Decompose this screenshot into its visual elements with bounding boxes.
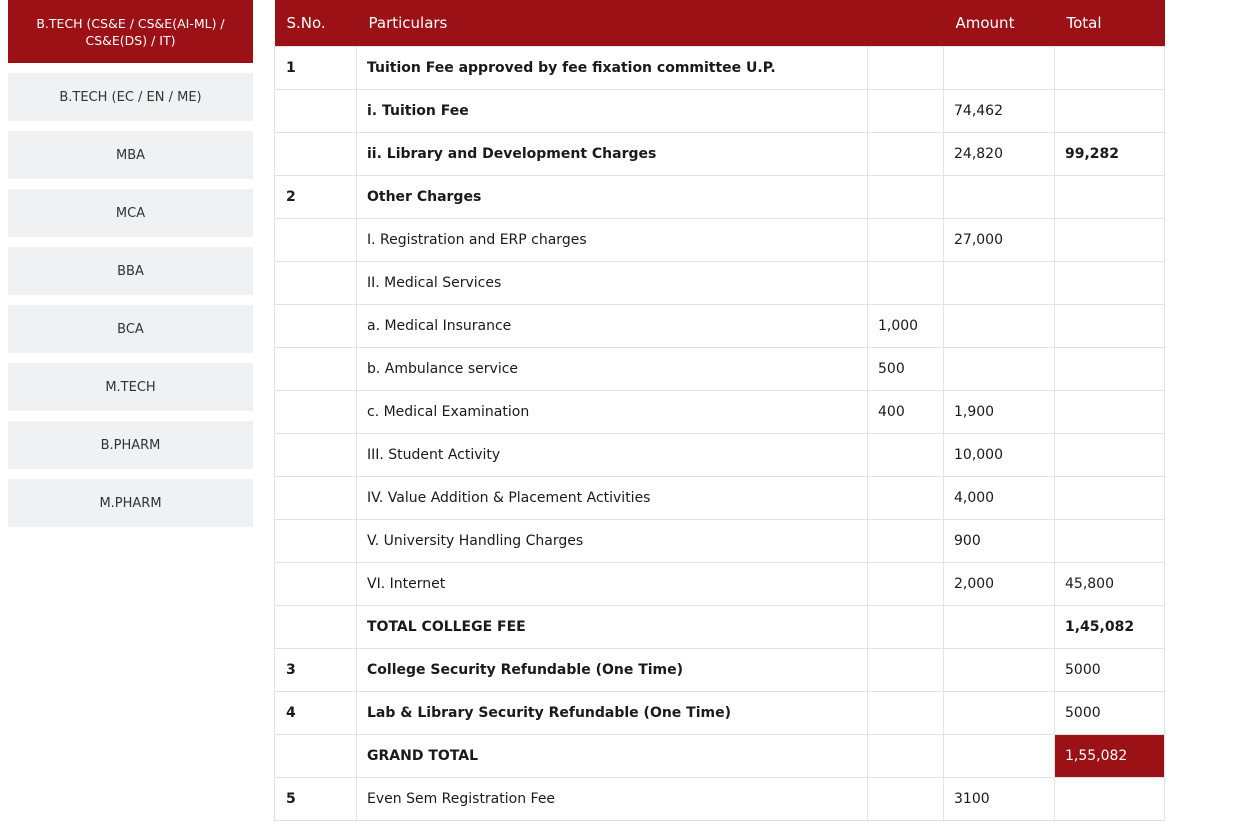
cell-amount: [944, 648, 1055, 691]
cell-amount: [944, 46, 1055, 89]
cell-total: 5000: [1055, 648, 1165, 691]
cell-total: [1055, 433, 1165, 476]
cell-sub: 400: [868, 390, 944, 433]
cell-sub: [868, 734, 944, 777]
header-total: Total: [1055, 0, 1165, 46]
cell-total: 1,55,082: [1055, 734, 1165, 777]
cell-particulars: Tuition Fee approved by fee fixation committee U.P.: [357, 46, 868, 89]
table-row: [275, 648, 1165, 691]
tab-bba[interactable]: BBA: [8, 247, 253, 295]
tab-bpharm[interactable]: B.PHARM: [8, 421, 253, 469]
cell-particulars: College Security Refundable (One Time): [357, 648, 868, 691]
table-row: [275, 562, 1165, 605]
cell-particulars: III. Student Activity: [357, 433, 868, 476]
cell-particulars: Lab & Library Security Refundable (One Time): [357, 691, 868, 734]
cell-sub: [868, 132, 944, 175]
table-row: [275, 46, 1165, 89]
cell-particulars: a. Medical Insurance: [357, 304, 868, 347]
cell-total: [1055, 519, 1165, 562]
cell-sno: [275, 390, 357, 433]
table-row: [275, 734, 1165, 777]
cell-amount: 74,462: [944, 89, 1055, 132]
cell-particulars: II. Medical Services: [357, 261, 868, 304]
cell-sno: [275, 261, 357, 304]
cell-total: [1055, 261, 1165, 304]
cell-total: [1055, 218, 1165, 261]
table-row: [275, 89, 1165, 132]
cell-sub: 1,000: [868, 304, 944, 347]
table-row: [275, 304, 1165, 347]
cell-amount: 900: [944, 519, 1055, 562]
cell-total: [1055, 175, 1165, 218]
tab-bca[interactable]: BCA: [8, 305, 253, 353]
cell-total: [1055, 304, 1165, 347]
cell-sno: [275, 304, 357, 347]
fee-table: [274, 0, 1165, 821]
cell-sno: 2: [275, 175, 357, 218]
cell-amount: [944, 605, 1055, 648]
cell-particulars: b. Ambulance service: [357, 347, 868, 390]
cell-sno: [275, 132, 357, 175]
cell-amount: [944, 304, 1055, 347]
table-row: [275, 519, 1165, 562]
cell-sub: [868, 691, 944, 734]
cell-particulars: VI. Internet: [357, 562, 868, 605]
table-row: [275, 433, 1165, 476]
cell-sno: [275, 519, 357, 562]
cell-sno: 5: [275, 777, 357, 820]
tab-mpharm[interactable]: M.PHARM: [8, 479, 253, 527]
table-row: [275, 476, 1165, 519]
cell-particulars: V. University Handling Charges: [357, 519, 868, 562]
header-particulars: Particulars: [357, 0, 868, 46]
cell-amount: 27,000: [944, 218, 1055, 261]
header-amount: Amount: [944, 0, 1055, 46]
cell-sno: 4: [275, 691, 357, 734]
cell-amount: 10,000: [944, 433, 1055, 476]
cell-sub: [868, 46, 944, 89]
table-row: [275, 605, 1165, 648]
cell-sno: [275, 476, 357, 519]
tab-mca[interactable]: MCA: [8, 189, 253, 237]
table-row: [275, 390, 1165, 433]
cell-total: 1,45,082: [1055, 605, 1165, 648]
table-row: [275, 132, 1165, 175]
header-sub-amount: [868, 0, 944, 46]
cell-particulars: ii. Library and Development Charges: [357, 132, 868, 175]
cell-sub: 500: [868, 347, 944, 390]
cell-total: [1055, 777, 1165, 820]
cell-sub: [868, 218, 944, 261]
table-header-row: [275, 0, 1165, 46]
cell-sno: [275, 562, 357, 605]
cell-particulars: i. Tuition Fee: [357, 89, 868, 132]
cell-sno: [275, 218, 357, 261]
tab-mtech[interactable]: M.TECH: [8, 363, 253, 411]
cell-particulars: Other Charges: [357, 175, 868, 218]
cell-total: [1055, 347, 1165, 390]
table-row: [275, 175, 1165, 218]
cell-particulars: GRAND TOTAL: [357, 734, 868, 777]
cell-sub: [868, 175, 944, 218]
cell-amount: [944, 734, 1055, 777]
cell-sub: [868, 433, 944, 476]
cell-sno: [275, 734, 357, 777]
cell-amount: 1,900: [944, 390, 1055, 433]
cell-sub: [868, 648, 944, 691]
cell-amount: [944, 261, 1055, 304]
tab-mba[interactable]: MBA: [8, 131, 253, 179]
table-row: [275, 777, 1165, 820]
cell-particulars: I. Registration and ERP charges: [357, 218, 868, 261]
table-row: [275, 347, 1165, 390]
course-sidebar: [8, 0, 253, 537]
cell-total: [1055, 89, 1165, 132]
cell-sno: [275, 433, 357, 476]
cell-amount: 24,820: [944, 132, 1055, 175]
cell-sno: [275, 89, 357, 132]
cell-particulars: Even Sem Registration Fee: [357, 777, 868, 820]
header-sno: S.No.: [275, 0, 357, 46]
cell-sub: [868, 89, 944, 132]
table-row: [275, 691, 1165, 734]
cell-sub: [868, 476, 944, 519]
cell-amount: 3100: [944, 777, 1055, 820]
cell-amount: 2,000: [944, 562, 1055, 605]
cell-sub: [868, 562, 944, 605]
cell-particulars: TOTAL COLLEGE FEE: [357, 605, 868, 648]
table-body: [275, 46, 1165, 820]
cell-sub: [868, 519, 944, 562]
cell-total: [1055, 46, 1165, 89]
cell-total: 5000: [1055, 691, 1165, 734]
cell-sno: [275, 605, 357, 648]
tab-btech-ec[interactable]: B.TECH (EC / EN / ME): [8, 73, 253, 121]
cell-total: [1055, 476, 1165, 519]
cell-amount: 4,000: [944, 476, 1055, 519]
table-row: [275, 261, 1165, 304]
cell-sno: 3: [275, 648, 357, 691]
cell-total: [1055, 390, 1165, 433]
cell-particulars: IV. Value Addition & Placement Activities: [357, 476, 868, 519]
tab-btech-cse[interactable]: B.TECH (CS&E / CS&E(AI-ML) / CS&E(DS) / IT): [8, 0, 253, 63]
cell-sub: [868, 777, 944, 820]
cell-total: 99,282: [1055, 132, 1165, 175]
table-row: [275, 218, 1165, 261]
cell-sno: [275, 347, 357, 390]
cell-sno: 1: [275, 46, 357, 89]
cell-particulars: c. Medical Examination: [357, 390, 868, 433]
cell-amount: [944, 347, 1055, 390]
cell-amount: [944, 691, 1055, 734]
cell-amount: [944, 175, 1055, 218]
cell-sub: [868, 605, 944, 648]
cell-sub: [868, 261, 944, 304]
cell-total: 45,800: [1055, 562, 1165, 605]
